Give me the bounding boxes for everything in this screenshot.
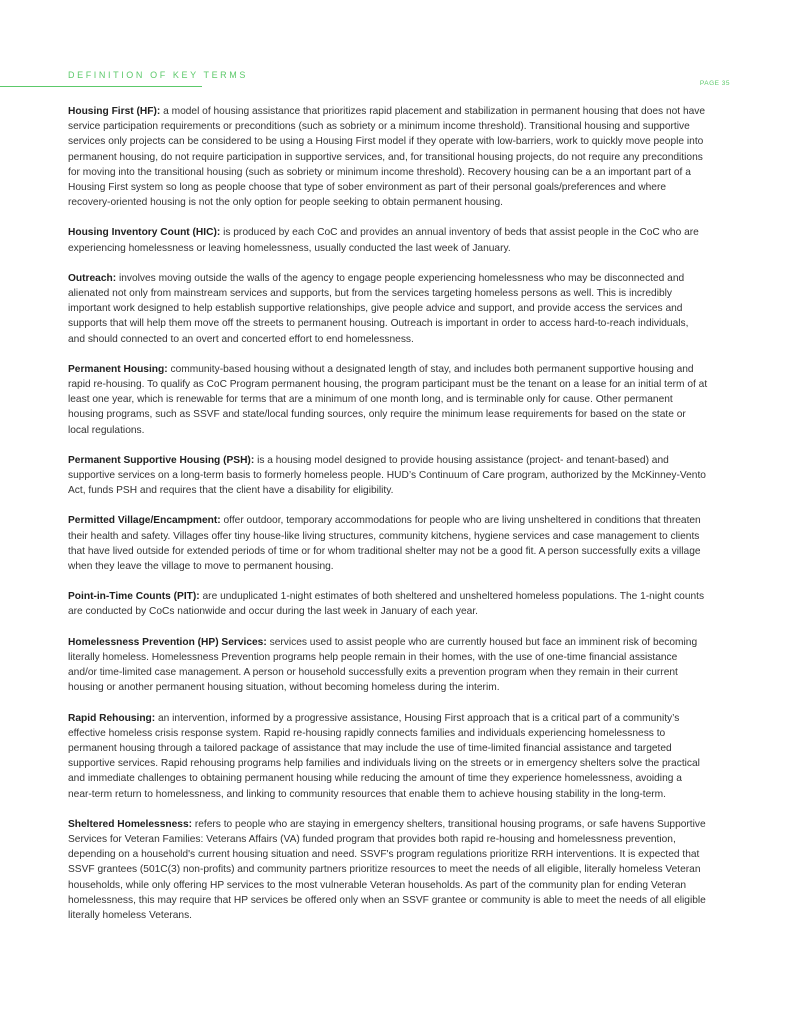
term-permanent-housing [68,362,708,438]
term-definition: a model of housing assistance that prioritizes rapid placement and stabilization in permanent housing that does not have service participation requirements or preconditions (such as sobriety or a minimum income threshold). Transitional housing and supportive services only projects can be considered to be using a Housing First model if they operate with low-barriers, work to quickly move people into permanent housing, do not require participation in supportive services, and, for transitional housing projects, do not require any preconditions for moving into the transitional housing (such as sobriety or minimum income threshold). Recovery housing can be a an important part of a Housing First system so long as people choose that type of sober environment as part of their personal goals/preferences and where recovery-oriented housing is not the only option for people seeking to obtain permanent housing. [68,106,706,209]
term-definition: is produced by each CoC and provides an annual inventory of beds that assist people in the CoC who are experiencing homelessness or leaving homelessness, usually conducted the last week of January. [68,227,699,254]
term-definition: services used to assist people who are currently housed but face an imminent risk of becoming literally homeless. Homelessness Prevention programs help people remain in their homes, with the use of one-time financial assistance and/or time-limited case management. A person or household successfully exits a prevention program when they remain in their current housing or another permanent housing situation, without becoming homeless during the interim. [68,636,698,694]
term-definition: refers to people who are staying in emergency shelters, transitional housing programs, or safe havens Supportive Services for Veteran Families: Veterans Affairs (VA) funded program that provides both rapid re-housing and homelessness prevention, depending on a household's current housing situation and need. SSVF's program regulations prioritize RRH interventions. It is expected that SSVF grantees (501C(3) non-profits) and community partners prioritize resources to meet the needs of all eligible, literally homeless Veteran households, while only offering HP services to the most vulnerable Veteran households. As part of the community plan for ending Veteran homelessness, this may require that HP services be offered only when an SSVF grantee or community is able to meet the needs of all eligible literally homeless Veterans. [68,818,706,921]
section-title: DEFINITION OF KEY TERMS [68,70,248,80]
header-divider [0,86,202,87]
term-label: Permanent Supportive Housing (PSH): [68,454,255,466]
term-outreach [68,271,708,347]
term-sheltered-homelessness [68,817,708,923]
term-housing-first [68,104,708,210]
term-definition: community-based housing without a designated length of stay, and includes both permanent supportive housing and rapid re-housing. To qualify as CoC Program permanent housing, the program participant must be the tenant on a lease for an initial term of at least one year, which is renewable for terms that are a minimum of one month long, and is terminable only for cause. Other permanent housing programs, such as SSVF and state/local funding sources, only require the minimum lease requirements for based on the state or local regulations. [68,363,708,436]
term-homelessness-prevention [68,635,708,696]
term-label: Permanent Housing: [68,363,168,375]
term-definition: are unduplicated 1-night estimates of both sheltered and unsheltered homeless populations. The 1-night counts are conducted by CoCs nationwide and occur during the last week in January of each year. [68,591,705,618]
term-definition: involves moving outside the walls of the agency to engage people experiencing homelessness who may be disconnected and alienated not only from mainstream services and supports, but from the services targeting homeless persons as well. This is incredibly important work designed to help establish supportive relationships, give people advice and support, and provide access the services and supports that will help them move off the streets to permanent housing. Outreach is important in order to access hard-to-reach individuals, and should connected to an overt and concerted effort to end homelessness. [68,272,689,345]
term-point-in-time-counts [68,589,708,619]
term-definition: offer outdoor, temporary accommodations for people who are living unsheltered in conditions that threaten their health and safety. Villages offer tiny house-like living structures, community kitchens, hygiene services and case management to clients that have lived outside for extended periods of time or for whom traditional shelter may not be a good fit. A person successfully exits a village when they leave the village to move to permanent housing. [68,515,701,573]
page-number: PAGE 35 [699,80,730,87]
term-label: Housing First (HF): [68,106,161,117]
term-permitted-village [68,513,708,574]
term-label: Outreach: [68,272,117,284]
term-permanent-supportive-housing [68,453,708,499]
term-label: Sheltered Homelessness: [68,818,193,830]
term-label: Rapid Rehousing: [68,712,156,724]
term-definition: an intervention, informed by a progressive assistance, Housing First approach that is a critical part of a community’s effective homeless crisis response system. Rapid re-housing rapidly connects families and individuals experiencing homelessness to permanent housing through a tailored package of assistance that may include the use of time-limited financial assistance and targeted supportive services. Rapid rehousing programs help families and individuals living on the streets or in emergency shelters solve the practical and immediate challenges to obtaining permanent housing while reducing the amount of time they experience homelessness, avoiding a near-term return to homelessness, and linking to community resources that enable them to achieve housing stability in the long-term. [68,712,700,800]
term-housing-inventory-count [68,225,708,255]
term-label: Permitted Village/Encampment: [68,515,221,527]
term-label: Homelessness Prevention (HP) Services: [68,636,267,648]
term-label: Point-in-Time Counts (PIT): [68,591,200,603]
term-label: Housing Inventory Count (HIC): [68,227,221,239]
term-definition: is a housing model designed to provide housing assistance (project- and tenant-based) and supportive services on a long-term basis to formerly homeless people. HUD’s Continuum of Care program, authorized by the McKinney-Vento Act, funds PSH and requires that the client have a disability for eligibility. [68,454,706,497]
term-rapid-rehousing [68,711,708,802]
glossary-list [68,104,708,938]
